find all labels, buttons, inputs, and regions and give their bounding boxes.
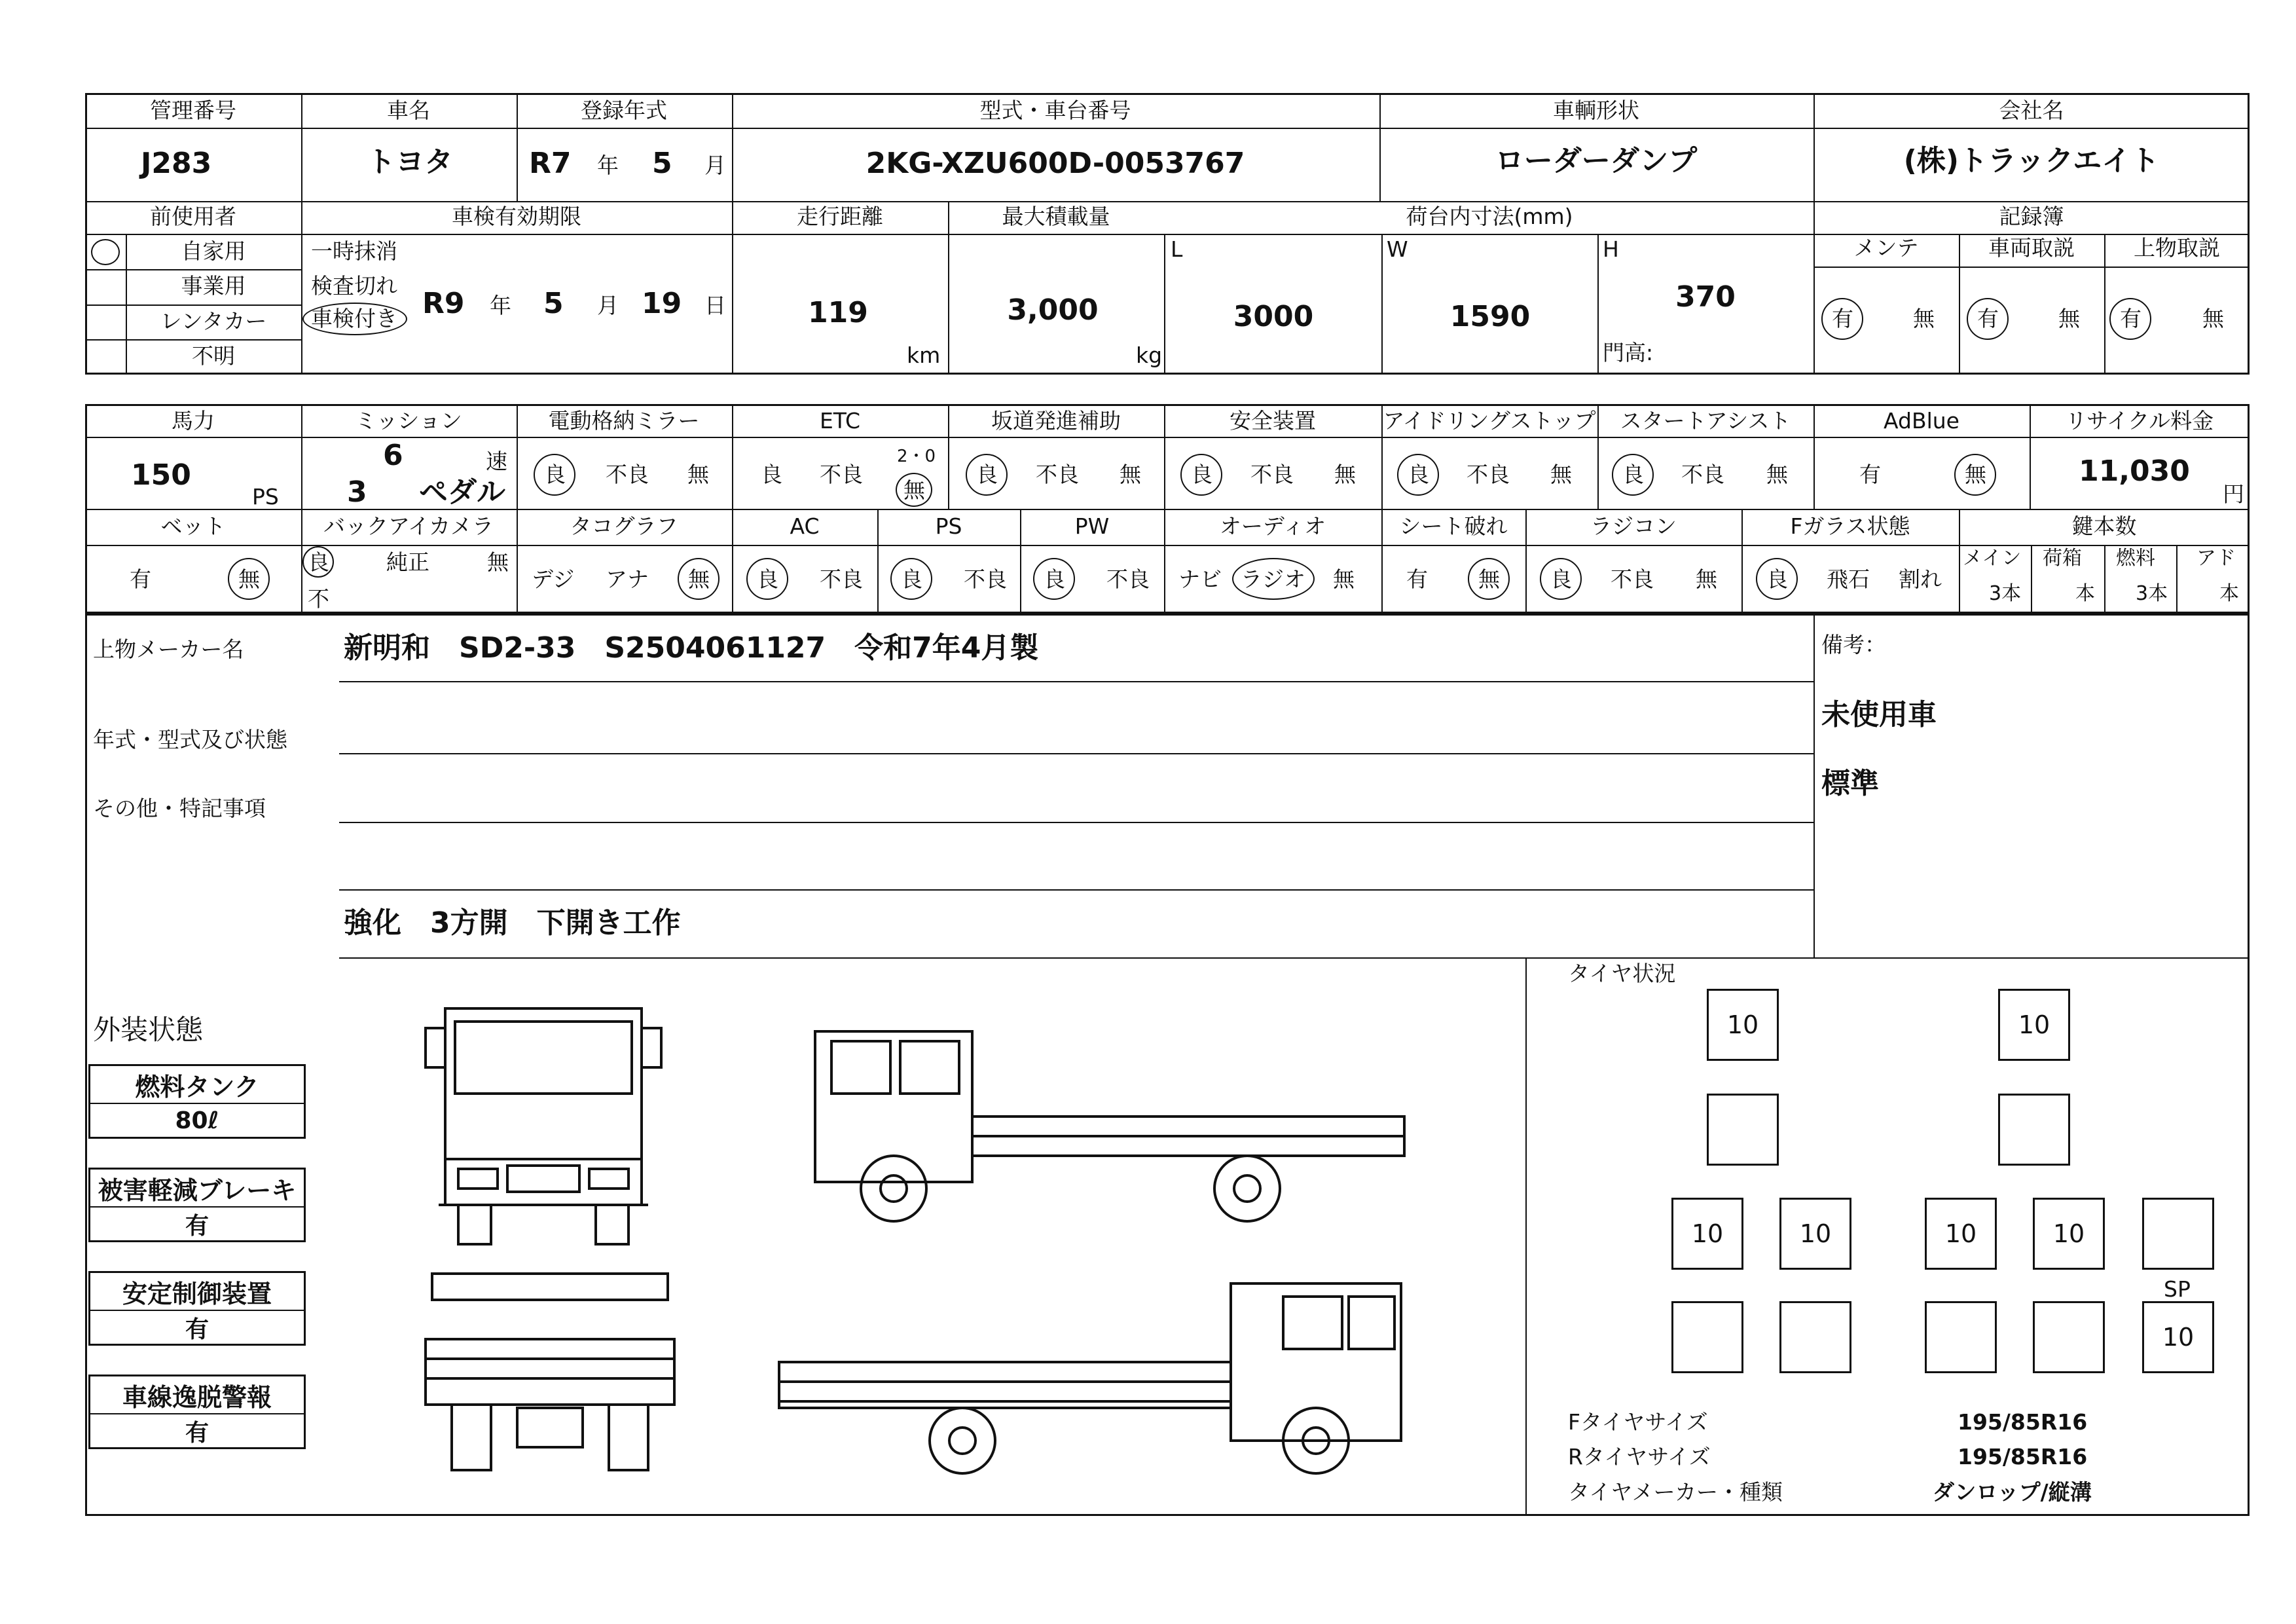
mileage: 119 [808, 296, 868, 329]
header-model: 型式・車台番号 [979, 98, 1131, 123]
insp-era: R9 [422, 287, 465, 320]
max-load: 3,000 [1007, 293, 1099, 327]
body-maker-label: 上物メーカー名 [93, 637, 244, 662]
recycle-fee: 11,030 [2079, 454, 2190, 488]
mission-speed: 6 [383, 439, 403, 472]
tire-rear-left-outer: 10 [1671, 1198, 1743, 1270]
body-other-label: その他・特記事項 [93, 796, 266, 821]
bed-length: 3000 [1233, 300, 1314, 333]
remarks-label: 備考： [1821, 632, 1886, 657]
mission-pedal: 3 [347, 475, 367, 509]
reg-month: 5 [652, 147, 672, 180]
header-car-name: 車名 [387, 98, 430, 123]
truck-rear-view [419, 1267, 687, 1483]
prev-use-selected-circle [91, 239, 120, 265]
body-maker-line: 新明和 SD2-33 S2504061127 令和7年4月製 [344, 631, 1039, 665]
reg-era: R7 [529, 147, 572, 180]
tire-rear-right-outer: 10 [2033, 1198, 2105, 1270]
remark-unused: 未使用車 [1821, 698, 1937, 731]
header-body-shape: 車輌形状 [1553, 98, 1639, 123]
body-year-label: 年式・型式及び状態 [93, 727, 287, 752]
header-kanri: 管理番号 [150, 98, 236, 123]
tire-rear-left-inner: 10 [1779, 1198, 1851, 1270]
truck-side-view-left [802, 1012, 1411, 1228]
truck-front-view [419, 995, 687, 1251]
bed-width: 1590 [1449, 300, 1531, 333]
tire-rear2-left-outer [1671, 1301, 1743, 1373]
prev-use-business: 事業用 [181, 273, 246, 299]
tire-rear2-right-outer [2033, 1301, 2105, 1373]
tire-rear2-left-inner [1779, 1301, 1851, 1373]
exterior-fuel-tank: 燃料タンク 80ℓ [88, 1064, 306, 1139]
tire-front-right-inner [1998, 1094, 2070, 1166]
rear-tire-size: 195/85R16 [1958, 1444, 2088, 1469]
front-tire-size: 195/85R16 [1958, 1409, 2088, 1435]
kanri-no: J283 [141, 147, 212, 180]
truck-side-view-right [773, 1270, 1421, 1480]
insp-day: 19 [642, 287, 682, 320]
exterior-stability: 安定制御装置 有 [88, 1271, 306, 1346]
tire-title: タイヤ状況 [1568, 961, 1676, 986]
insp-month: 5 [543, 287, 564, 320]
prev-use-unknown: 不明 [192, 343, 235, 369]
header-reg-year: 登録年式 [581, 98, 667, 123]
tire-extra-box [2142, 1198, 2214, 1270]
exterior-title: 外装状態 [93, 1014, 204, 1046]
bed-height: 370 [1675, 280, 1736, 314]
exterior-lane: 車線逸脱警報 有 [88, 1375, 306, 1449]
tire-front-left: 10 [1707, 989, 1779, 1061]
tire-rear-right-inner: 10 [1925, 1198, 1997, 1270]
body-shape: ローダーダンプ [1495, 144, 1698, 177]
remark-standard: 標準 [1821, 767, 1879, 800]
tire-maker: ダンロップ/縦溝 [1933, 1479, 2092, 1505]
header-company: 会社名 [1999, 98, 2064, 123]
company-name: (株)トラックエイト [1903, 144, 2160, 177]
tire-rear2-right-inner [1925, 1301, 1997, 1373]
exterior-brake: 被害軽減ブレーキ 有 [88, 1168, 306, 1242]
horsepower: 150 [131, 458, 191, 492]
tire-front-left-inner [1707, 1094, 1779, 1166]
model-chassis: 2KG-XZU600D-0053767 [866, 147, 1245, 180]
prev-use-private: 自家用 [181, 238, 246, 264]
tire-front-right: 10 [1998, 989, 2070, 1061]
car-maker: トヨタ [367, 145, 453, 179]
body-note-line: 強化 3方開 下開き工作 [344, 906, 681, 940]
tire-spare: 10 [2142, 1301, 2214, 1373]
prev-use-rental: レンタカー [160, 308, 267, 334]
